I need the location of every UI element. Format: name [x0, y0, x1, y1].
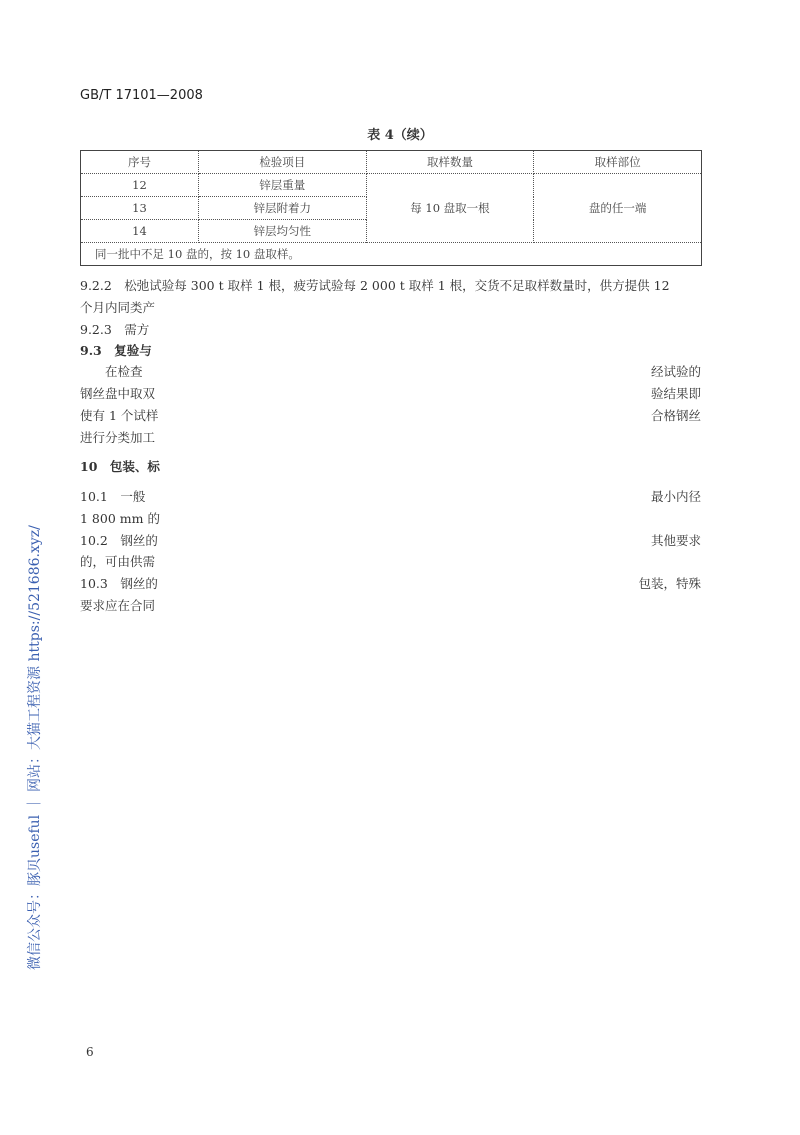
text-line-fragment: 验结果即 — [650, 386, 701, 401]
text-line-fragment: 其他要求 — [650, 533, 701, 548]
text-line: 在检查 — [80, 364, 143, 379]
text-line: 9.3 复验与 — [80, 343, 152, 358]
text-line: 钢丝盘中取双 — [80, 386, 156, 401]
text-line-fragment: 包装，特殊 — [638, 576, 701, 591]
page-number: 6 — [86, 1045, 94, 1059]
cell: 12 — [81, 174, 199, 197]
table-row — [81, 174, 702, 197]
cell: 锌层重量 — [198, 174, 366, 197]
sample-pos-cell: 盘的任一端 — [534, 174, 702, 243]
cell: 锌层附着力 — [198, 197, 366, 220]
table-caption: 表 4（续） — [367, 128, 433, 143]
header-cell: 序号 — [81, 151, 199, 174]
text-line-fragment: 经试验的 — [650, 364, 701, 379]
text-line: 9.2.2 松弛试验每 300 t 取样 1 根，疲劳试验每 2 000 t 取样 1 根，交货不足取样数量时，供方提供 12 — [80, 278, 670, 293]
text-line: 10.1 一般 — [80, 489, 146, 504]
text-line-fragment: 最小内径 — [650, 489, 701, 504]
watermark: 微信公众号：豚贝useful ｜ 网站：大猫工程资源 https://521686.xyz/ — [27, 525, 43, 970]
cell: 14 — [81, 220, 199, 243]
text-line-fragment: 合格钢丝 — [650, 408, 701, 423]
header-cell: 检验项目 — [198, 151, 366, 174]
text-line: 个月内同类产 — [80, 300, 156, 315]
text-line: 10.2 钢丝的 — [80, 533, 158, 548]
table-header-row — [81, 151, 702, 174]
text-line: 9.2.3 需方 — [80, 322, 150, 337]
text-line: 1 800 mm 的 — [80, 511, 160, 526]
inspection-table — [80, 150, 702, 266]
text-line: 进行分类加工 — [80, 430, 156, 445]
sample-qty-cell: 每 10 盘取一根 — [366, 174, 534, 243]
text-line: 使有 1 个试样 — [80, 408, 159, 423]
text-line: 10.3 钢丝的 — [80, 576, 158, 591]
cell: 13 — [81, 197, 199, 220]
header-cell: 取样部位 — [534, 151, 702, 174]
header-cell: 取样数量 — [366, 151, 534, 174]
cell: 锌层均匀性 — [198, 220, 366, 243]
table-note: 同一批中不足 10 盘的，按 10 盘取样。 — [81, 243, 702, 266]
text-line: 10 包装、标 — [80, 459, 160, 474]
table-note-row — [81, 243, 702, 266]
text-line: 的，可由供需 — [80, 554, 156, 569]
text-line: 要求应在合同 — [80, 598, 156, 613]
standard-number: GB/T 17101—2008 — [80, 88, 203, 103]
